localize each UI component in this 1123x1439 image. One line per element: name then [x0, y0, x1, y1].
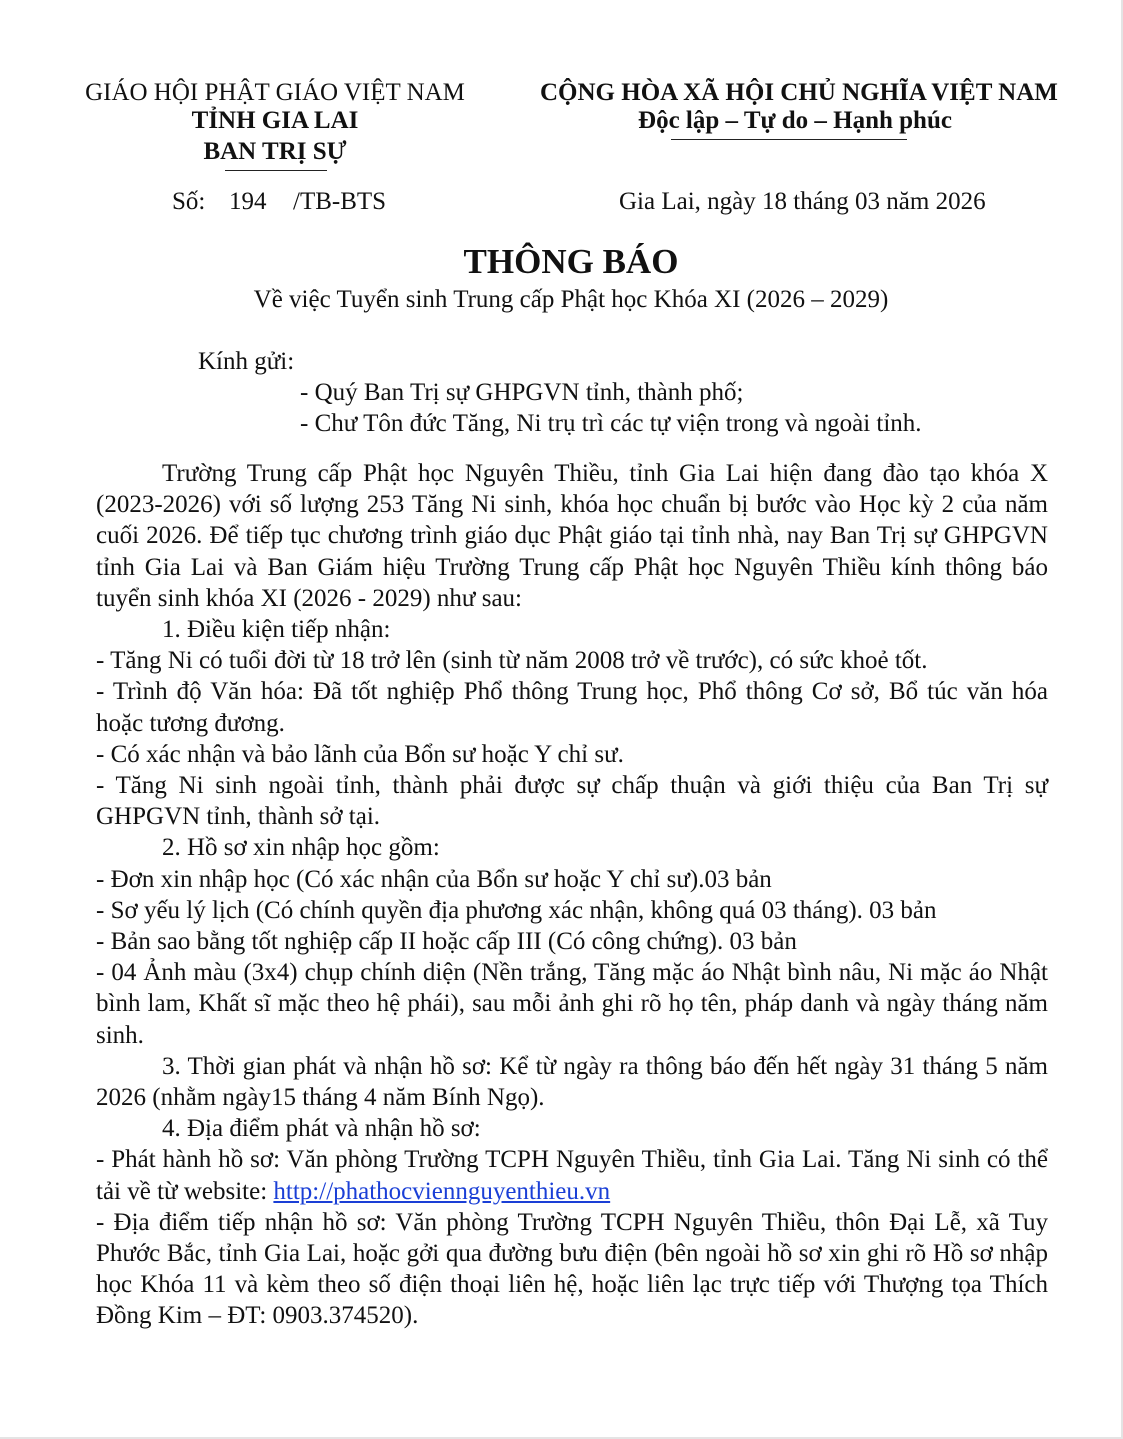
section-4-item: - Địa điểm tiếp nhận hồ sơ: Văn phòng Trường TCPH Nguyên Thiều, thôn Đại Lễ, xã Tuy Phước Bắc, tỉnh Gia Lai, hoặc gởi qua đường bưu điện (bên ngoài hồ sơ xin ghi rõ Hồ sơ nhập học Khóa 11 và kèm theo số điện thoại liên hệ, hoặc liên lạc trực tiếp với Thượng tọa Thích Đồng Kim – ĐT: 0903.374520).	[96, 1208, 1048, 1330]
ref-label: Số:	[172, 188, 206, 215]
document-body	[96, 458, 1048, 1332]
section-1-heading: 1. Điều kiện tiếp nhận:	[162, 616, 391, 644]
nation-line-2: Độc lập – Tự do – Hạnh phúc	[638, 107, 952, 134]
section-2-item: - Sơ yếu lý lịch (Có chính quyền địa phương xác nhận, không quá 03 tháng). 03 bản	[96, 896, 937, 924]
document-title: THÔNG BÁO	[463, 242, 679, 281]
ref-suffix: /TB-BTS	[293, 188, 387, 215]
section-1-item: - Tăng Ni có tuổi đời từ 18 trở lên (sinh từ năm 2008 trở về trước), có sức khoẻ tốt.	[96, 647, 928, 675]
nation-line-1: CỘNG HÒA XÃ HỘI CHỦ NGHĨA VIỆT NAM	[540, 79, 1058, 106]
section-2-item: - 04 Ảnh màu (3x4) chụp chính diện (Nền trắng, Tăng mặc áo Nhật bình nâu, Ni mặc áo Nhật bình lam, Khất sĩ mặc theo hệ phái), sau mỗi ảnh ghi rõ họ tên, pháp danh và ngày tháng năm sinh.	[96, 959, 1048, 1049]
section-1-item: - Có xác nhận và bảo lãnh của Bổn sư hoặc Y chỉ sư.	[96, 740, 624, 768]
org-line-1: GIÁO HỘI PHẬT GIÁO VIỆT NAM	[85, 79, 465, 106]
ref-number: 194	[229, 188, 267, 215]
place-date: Gia Lai, ngày 18 tháng 03 năm 2026	[619, 188, 986, 215]
recipients-label: Kính gửi:	[198, 348, 295, 375]
recipient-item: - Chư Tôn đức Tăng, Ni trụ trì các tự viện trong và ngoài tỉnh.	[300, 410, 922, 437]
org-underline	[225, 170, 327, 171]
intro-paragraph: Trường Trung cấp Phật học Nguyên Thiều, tỉnh Gia Lai hiện đang đào tạo khóa X (2023-2026) với số lượng 253 Tăng Ni sinh, khóa học chuẩn bị bước vào Học kỳ 2 của năm cuối 2026. Để tiếp tục chương trình giáo dục Phật giáo tại tỉnh nhà, nay Ban Trị sự GHPGVN tỉnh Gia Lai và Ban Giám hiệu Trường Trung cấp Phật học Nguyên Thiều kính thông báo tuyển sinh khóa XI (2026 - 2029) như sau:	[96, 460, 1048, 612]
motto-underline	[671, 139, 907, 140]
website-link[interactable]: http://phathocviennguyenthieu.vn	[273, 1177, 611, 1205]
org-line-2: TỈNH GIA LAI	[191, 107, 359, 134]
section-3-text: 3. Thời gian phát và nhận hồ sơ: Kể từ ngày ra thông báo đến hết ngày 31 tháng 5 năm 2026 (nhằm ngày15 tháng 4 năm Bính Ngọ).	[96, 1052, 1048, 1112]
section-1-item: - Tăng Ni sinh ngoài tỉnh, thành phải được sự chấp thuận và giới thiệu của Ban Trị sự GHPGVN tỉnh, thành sở tại.	[96, 772, 1048, 831]
section-2-item: - Đơn xin nhập học (Có xác nhận của Bổn sư hoặc Y chỉ sư).03 bản	[96, 865, 772, 893]
section-4-item-text: - Phát hành hồ sơ: Văn phòng Trường TCPH Nguyên Thiều, tỉnh Gia Lai. Tăng Ni sinh có thể tải về từ website:	[96, 1146, 1048, 1205]
section-2-item: - Bản sao bằng tốt nghiệp cấp II hoặc cấp III (Có công chứng). 03 bản	[96, 928, 797, 956]
recipient-item: - Quý Ban Trị sự GHPGVN tỉnh, thành phố;	[300, 379, 744, 406]
section-1-item: - Trình độ Văn hóa: Đã tốt nghiệp Phổ thông Trung học, Phổ thông Cơ sở, Bổ túc văn hóa hoặc tương đương.	[96, 678, 1048, 737]
org-line-3: BAN TRỊ SỰ	[203, 138, 347, 165]
document-subtitle: Về việc Tuyển sinh Trung cấp Phật học Khóa XI (2026 – 2029)	[253, 286, 889, 313]
section-4-item	[96, 1144, 1048, 1206]
section-4-heading: 4. Địa điểm phát và nhận hồ sơ:	[162, 1115, 481, 1143]
section-2-heading: 2. Hồ sơ xin nhập học gồm:	[162, 834, 440, 862]
